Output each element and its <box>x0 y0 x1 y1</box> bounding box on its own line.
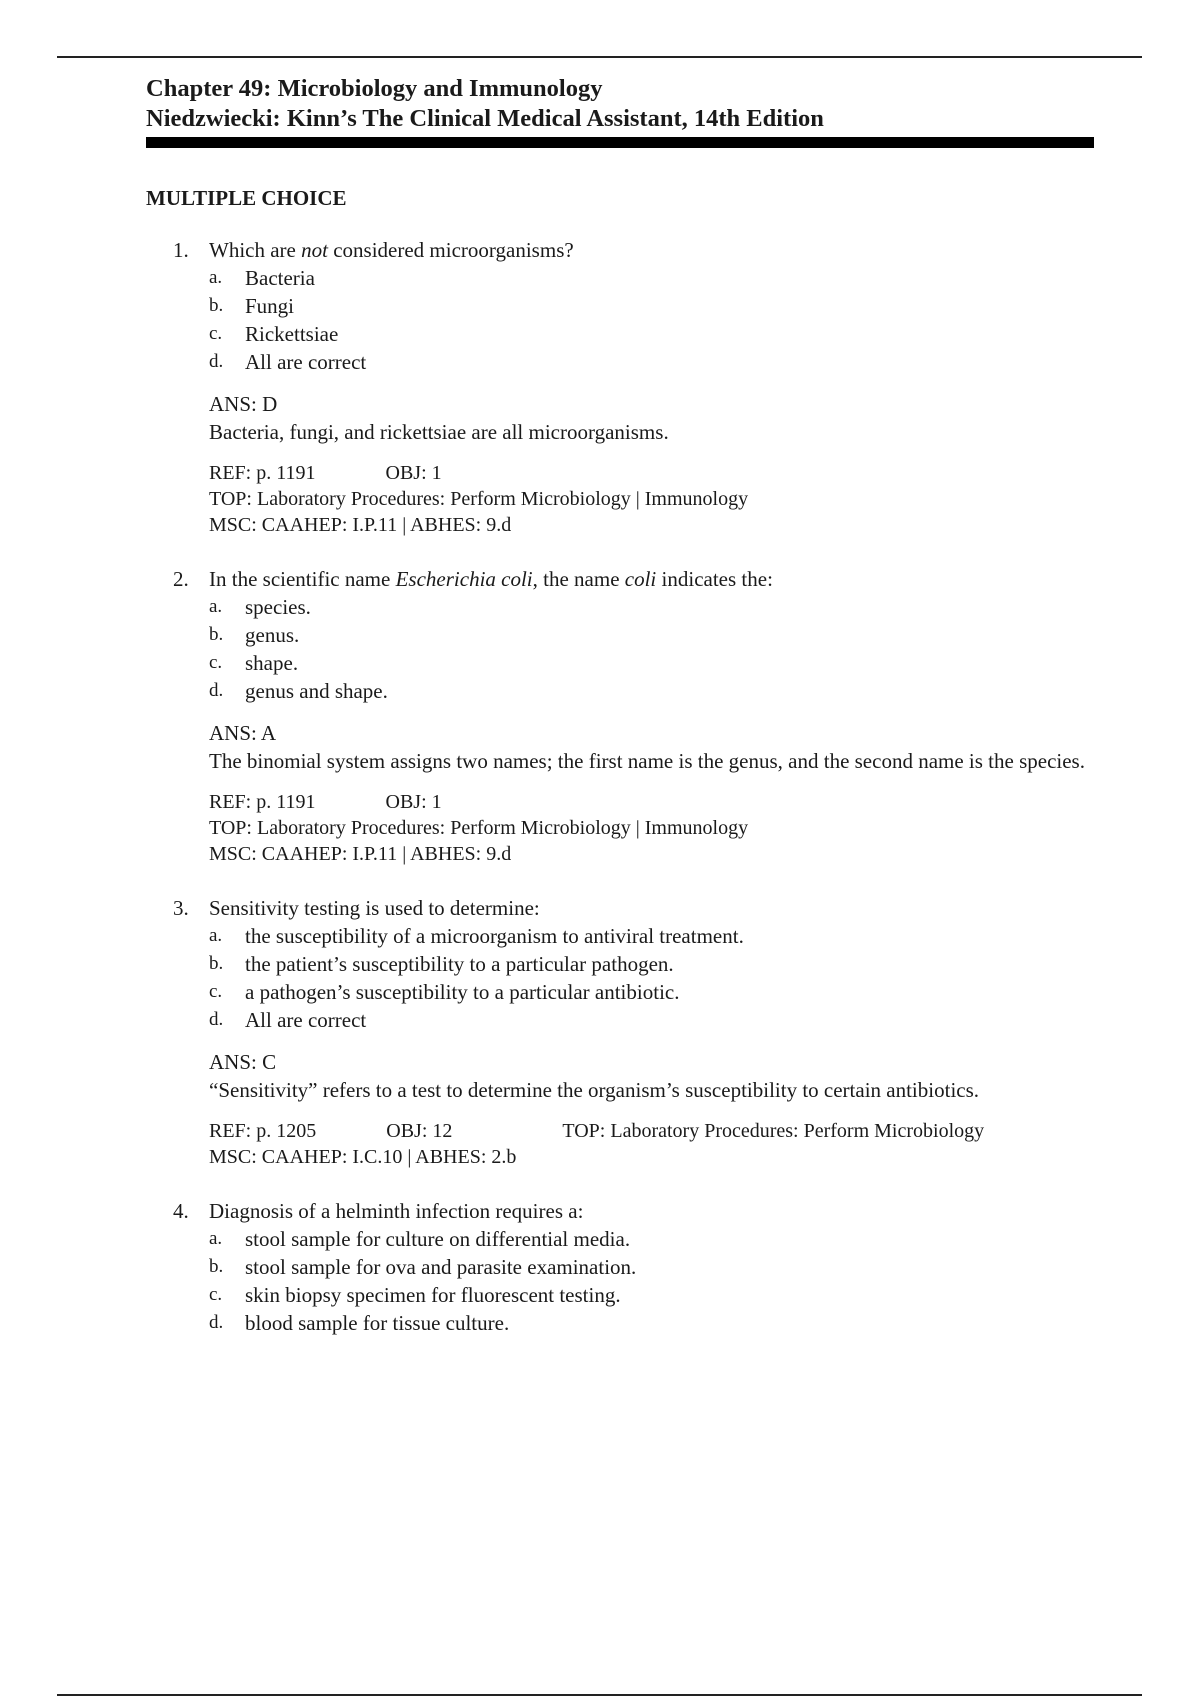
option-text: genus and shape. <box>245 679 388 703</box>
option-c <box>146 978 1096 1006</box>
option-text: a pathogen’s susceptibility to a particular antibiotic. <box>245 980 680 1004</box>
question-metadata <box>146 789 1096 867</box>
question-number: 4. <box>173 1199 189 1223</box>
option-letter: d. <box>209 1009 224 1030</box>
question-4 <box>146 1197 1096 1337</box>
option-text: skin biopsy specimen for fluorescent testing. <box>245 1283 621 1307</box>
ref: REF: p. 1191 <box>209 462 316 484</box>
option-letter: c. <box>209 323 223 344</box>
option-letter: a. <box>209 596 223 617</box>
msc: MSC: CAAHEP: I.P.11 | ABHES: 9.d <box>209 514 512 536</box>
option-a <box>146 1225 1096 1253</box>
stem-text: Sensitivity testing is used to determine: <box>209 896 540 920</box>
option-list <box>146 1225 1096 1337</box>
stem-text: Diagnosis of a helminth infection requires a: <box>209 1199 584 1223</box>
option-text: stool sample for culture on differential media. <box>245 1227 631 1251</box>
option-list <box>146 593 1096 705</box>
ref: REF: p. 1191 <box>209 791 316 813</box>
topic: TOP: Laboratory Procedures: Perform Microbiology <box>562 1120 985 1142</box>
question-stem <box>146 236 1096 264</box>
rationale: The binomial system assigns two names; the first name is the genus, and the second name is the species. <box>209 749 1085 773</box>
question-3 <box>146 894 1096 1170</box>
question-stem <box>146 894 1096 922</box>
ref: REF: p. 1205 <box>209 1120 317 1142</box>
stem-emphasis: Escherichia coli <box>395 567 533 591</box>
obj: OBJ: 12 <box>386 1120 453 1142</box>
question-number: 2. <box>173 567 189 591</box>
option-text: the susceptibility of a microorganism to antiviral treatment. <box>245 924 744 948</box>
option-letter: b. <box>209 624 224 645</box>
question-list <box>146 236 1096 1364</box>
answer: ANS: C <box>209 1050 277 1074</box>
question-stem <box>146 565 1096 593</box>
option-text: shape. <box>245 651 299 675</box>
obj: OBJ: 1 <box>385 791 442 813</box>
stem-emphasis: coli <box>624 567 657 591</box>
msc: MSC: CAAHEP: I.P.11 | ABHES: 9.d <box>209 843 512 865</box>
stem-text: , the name <box>532 567 625 591</box>
option-letter: a. <box>209 267 223 288</box>
option-letter: d. <box>209 680 224 701</box>
option-a <box>146 264 1096 292</box>
option-letter: d. <box>209 1312 224 1333</box>
question-number: 3. <box>173 896 189 920</box>
option-letter: d. <box>209 351 224 372</box>
option-text: species. <box>245 595 311 619</box>
option-text: the patient’s susceptibility to a particular pathogen. <box>245 952 674 976</box>
option-a <box>146 593 1096 621</box>
option-d <box>146 348 1096 376</box>
topic: TOP: Laboratory Procedures: Perform Microbiology | Immunology <box>209 488 749 510</box>
stem-emphasis: not <box>301 238 328 262</box>
header-bar <box>146 137 1094 148</box>
bottom-rule <box>57 1694 1142 1696</box>
option-d <box>146 1006 1096 1034</box>
document-header <box>146 74 1094 148</box>
question-metadata <box>146 1118 1096 1170</box>
option-text: stool sample for ova and parasite examination. <box>245 1255 637 1279</box>
option-letter: b. <box>209 1256 224 1277</box>
question-2 <box>146 565 1096 867</box>
rationale: Bacteria, fungi, and rickettsiae are all microorganisms. <box>209 420 669 444</box>
option-c <box>146 320 1096 348</box>
stem-text: considered microorganisms? <box>327 238 574 262</box>
option-b <box>146 292 1096 320</box>
obj: OBJ: 1 <box>385 462 442 484</box>
option-text: All are correct <box>245 1008 367 1032</box>
msc: MSC: CAAHEP: I.C.10 | ABHES: 2.b <box>209 1146 517 1168</box>
question-stem <box>146 1197 1096 1225</box>
rationale: “Sensitivity” refers to a test to determine the organism’s susceptibility to certain antibiotics. <box>209 1078 980 1102</box>
option-text: Fungi <box>245 294 295 318</box>
option-b <box>146 1253 1096 1281</box>
option-letter: b. <box>209 295 224 316</box>
book-title: Niedzwiecki: Kinn’s The Clinical Medical Assistant, 14th Edition <box>146 105 824 132</box>
option-letter: c. <box>209 652 223 673</box>
option-b <box>146 950 1096 978</box>
chapter-title: Chapter 49: Microbiology and Immunology <box>146 75 603 102</box>
option-letter: a. <box>209 925 223 946</box>
option-letter: b. <box>209 953 224 974</box>
topic: TOP: Laboratory Procedures: Perform Microbiology | Immunology <box>209 817 749 839</box>
stem-text: Which are <box>209 238 302 262</box>
option-text: All are correct <box>245 350 367 374</box>
option-d <box>146 677 1096 705</box>
question-1 <box>146 236 1096 538</box>
option-text: Rickettsiae <box>245 322 339 346</box>
stem-text: indicates the: <box>656 567 773 591</box>
answer: ANS: A <box>209 721 277 745</box>
stem-text: In the scientific name <box>209 567 396 591</box>
option-letter: a. <box>209 1228 223 1249</box>
option-c <box>146 649 1096 677</box>
option-a <box>146 922 1096 950</box>
option-text: Bacteria <box>245 266 315 290</box>
option-text: blood sample for tissue culture. <box>245 1311 510 1335</box>
option-text: genus. <box>245 623 300 647</box>
option-b <box>146 621 1096 649</box>
section-title: MULTIPLE CHOICE <box>146 186 347 210</box>
option-letter: c. <box>209 981 223 1002</box>
answer: ANS: D <box>209 392 278 416</box>
option-d <box>146 1309 1096 1337</box>
option-list <box>146 264 1096 376</box>
question-metadata <box>146 460 1096 538</box>
question-number: 1. <box>173 238 189 262</box>
option-list <box>146 922 1096 1034</box>
top-rule <box>57 56 1142 58</box>
option-c <box>146 1281 1096 1309</box>
option-letter: c. <box>209 1284 223 1305</box>
